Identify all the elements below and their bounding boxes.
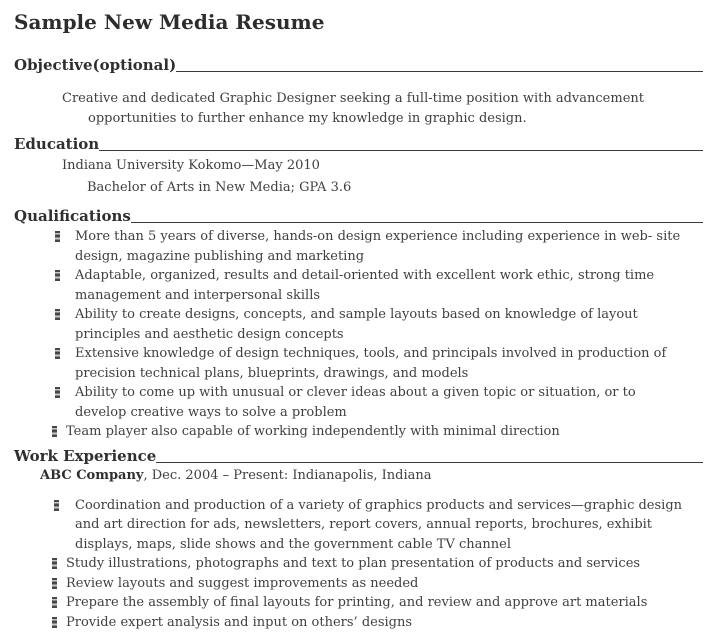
- qualifications-bullet-list: [14, 227, 703, 442]
- bullet-item: [14, 593, 703, 613]
- section-heading-work-experience-label: Work Experience: [14, 446, 157, 465]
- bullet-text-line: Prepare the assembly of final layouts for printing, and review and approve art materials: [66, 595, 648, 610]
- section-heading-objective-label: Objective(optional): [14, 56, 177, 74]
- bullet-text-line: Provide expert analysis and input on others’ designs: [66, 614, 413, 630]
- bullet-text-line: Team player also capable of working independently with minimal direction: [66, 424, 560, 439]
- section-heading-education: [14, 136, 703, 152]
- missing-glyph-box-icon: [52, 426, 57, 437]
- section-heading-qualifications-label: Qualifications: [14, 207, 131, 225]
- employer-line: [14, 466, 703, 485]
- bullet-text: [75, 344, 666, 383]
- bullet-text-line: displays, maps, slide shows and the government cable TV channel: [75, 536, 511, 552]
- bullet-glyph-cell: [54, 496, 75, 511]
- bullet-item: [14, 613, 703, 633]
- education-school-line: Indiana University Kokomo—May 2010: [62, 158, 320, 173]
- bullet-glyph-cell: [52, 574, 66, 589]
- bullet-item: [14, 574, 703, 594]
- page-title: Sample New Media Resume: [14, 10, 325, 34]
- bullet-text-line: Adaptable, organized, results and detail-oriented with excellent work ethic, strong time: [75, 268, 655, 283]
- heading-rule: [156, 462, 703, 463]
- bullet-text: [75, 496, 682, 555]
- bullet-text: [66, 554, 640, 574]
- missing-glyph-box-icon: [55, 387, 60, 398]
- section-heading-work-experience: [14, 448, 703, 464]
- missing-glyph-box-icon: [54, 500, 59, 511]
- bullet-text: [75, 383, 636, 422]
- education-degree-line: Bachelor of Arts in New Media; GPA 3.6: [87, 180, 352, 195]
- bullet-glyph-cell: [55, 383, 75, 398]
- bullet-glyph-cell: [55, 266, 75, 281]
- bullet-glyph-cell: [55, 305, 75, 320]
- missing-glyph-box-icon: [52, 558, 57, 569]
- bullet-item: [14, 496, 703, 555]
- heading-rule: [131, 222, 703, 223]
- missing-glyph-box-icon: [52, 597, 57, 608]
- bullet-text-line: design, magazine publishing and marketing: [75, 248, 365, 264]
- bullet-text-line: precision technical plans, blueprints, drawings, and models: [75, 365, 469, 381]
- bullet-text: [66, 422, 560, 442]
- bullet-text-line: Ability to create designs, concepts, and sample layouts based on knowledge of layout: [75, 307, 638, 322]
- bullet-glyph-cell: [55, 344, 75, 359]
- bullet-item: [14, 422, 703, 442]
- bullet-glyph-cell: [52, 613, 66, 628]
- bullet-glyph-cell: [55, 227, 75, 242]
- bullet-text-line: Review layouts and suggest improvements as needed: [66, 575, 419, 591]
- section-heading-objective: [14, 57, 703, 73]
- bullet-glyph-cell: [52, 422, 66, 437]
- missing-glyph-box-icon: [55, 231, 60, 242]
- bullet-text: [75, 227, 680, 266]
- objective-paragraph: [14, 89, 703, 128]
- resume-document: [0, 10, 715, 639]
- bullet-item: [14, 266, 703, 305]
- missing-glyph-box-icon: [52, 617, 57, 628]
- bullet-text-line: management and interpersonal skills: [75, 287, 321, 303]
- bullet-item: [14, 383, 703, 422]
- employer-name: ABC Company: [40, 467, 144, 483]
- bullet-text-line: Study illustrations, photographs and text to plan presentation of products and services: [66, 556, 641, 571]
- missing-glyph-box-icon: [55, 309, 60, 320]
- bullet-text: [75, 266, 654, 305]
- bullet-text-line: More than 5 years of diverse, hands-on design experience including experience in web- site: [75, 229, 681, 244]
- bullet-text-line: Coordination and production of a variety of graphics products and services—graphic design: [75, 497, 683, 513]
- section-heading-education-label: Education: [14, 135, 100, 153]
- bullet-glyph-cell: [52, 593, 66, 608]
- paragraph-line: opportunities to further enhance my knowledge in graphic design.: [88, 110, 527, 126]
- section-heading-qualifications: [14, 208, 703, 224]
- bullet-item: [14, 305, 703, 344]
- bullet-item: [14, 227, 703, 266]
- bullet-text: [66, 574, 418, 594]
- employer-details: , Dec. 2004 – Present: Indianapolis, Indiana: [143, 467, 432, 483]
- bullet-text: [66, 593, 647, 613]
- work-experience-bullet-list: [14, 496, 703, 633]
- bullet-item: [14, 554, 703, 574]
- bullet-text-line: principles and aesthetic design concepts: [75, 326, 344, 342]
- missing-glyph-box-icon: [52, 578, 57, 589]
- bullet-item: [14, 344, 703, 383]
- bullet-text-line: and art direction for ads, newsletters, report covers, annual reports, brochures, exhibit: [75, 517, 653, 532]
- heading-rule: [176, 71, 703, 72]
- bullet-text-line: Ability to come up with unusual or clever ideas about a given topic or situation, or to: [75, 385, 636, 400]
- missing-glyph-box-icon: [55, 348, 60, 359]
- heading-rule: [99, 150, 703, 151]
- paragraph-line: Creative and dedicated Graphic Designer seeking a full-time position with advancement: [62, 91, 644, 106]
- bullet-glyph-cell: [52, 554, 66, 569]
- bullet-text-line: develop creative ways to solve a problem: [75, 404, 347, 420]
- bullet-text: [66, 613, 412, 633]
- missing-glyph-box-icon: [55, 270, 60, 281]
- bullet-text: [75, 305, 638, 344]
- bullet-text-line: Extensive knowledge of design techniques, tools, and principals involved in production of: [75, 346, 667, 361]
